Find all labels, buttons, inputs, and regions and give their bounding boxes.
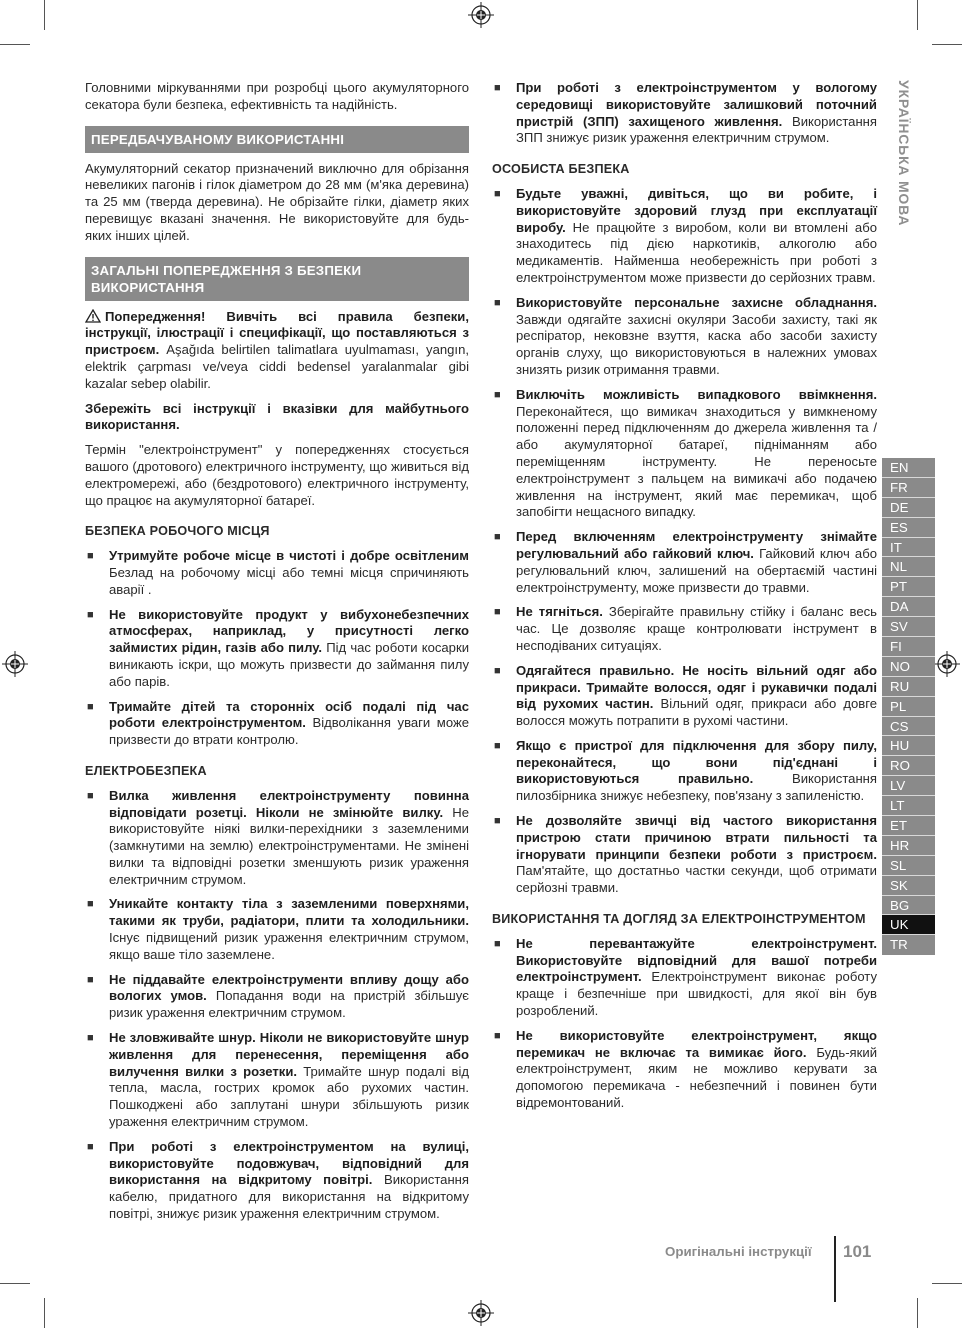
list-item: ■ Не зловживайте шнур. Ніколи не використовуйте шнур живлення для перенесення, переміщення або вилучення вилки з розетки. Тримайте шнур подалі від тепла, масла, гострих кромок або рухомих частин. Пошкоджені або заплутані шнури збільшують ризик ураження електричним струмом.	[87, 1030, 470, 1130]
list-item: ■ Не дозволяйте звичці від частого використання пристрою стати причиною втрати пильності та ігнорувати принципи безпеки роботи з пристроєм. Пам'ятайте, що достатньо частки секунди, щоб отримати серйозні травми.	[494, 813, 877, 896]
right-column	[492, 80, 877, 1120]
bullet-square-icon: ■	[494, 739, 501, 752]
bullet-square-icon: ■	[494, 388, 501, 401]
term-paragraph: Термін "електроінструмент" у попередженнях стосується вашого (дротового) електричного інструменту, що живиться від електромережі, або (бездротового) електричного інструменту, що працює на акумуляторної батареї.	[85, 442, 469, 508]
section-heading-intended-use: ПЕРЕДБАЧУВАНОМУ ВИКОРИСТАННІ	[85, 126, 469, 153]
bullet-square-icon: ■	[494, 531, 501, 544]
list-item: ■ При роботі з електроінструментом у вологому середовищі використовуйте залишковий поточний пристрій (ЗПП) захищеного живлення. Використання ЗПП знижує ризик ураження електричним струмом.	[494, 80, 877, 146]
language-tab-lv[interactable]: LV	[882, 776, 935, 796]
footer-label: Оригінальні інструкції	[665, 1244, 812, 1259]
language-tab-no[interactable]: NO	[882, 657, 935, 677]
footer-divider	[834, 1236, 836, 1302]
save-instructions	[85, 401, 469, 435]
crop-mark	[0, 44, 30, 45]
warning-triangle-icon	[85, 309, 101, 323]
list-item: ■ Не тягніться. Зберігайте правильну стійку і баланс весь час. Це дозволяє краще контролювати інструмент в несподіваних ситуаціях.	[494, 604, 877, 653]
list-item: ■ При роботі з електроінструментом на вулиці, використовуйте подовжувач, відповідний для використання на відкритому повітрі. Використання кабелю, придатного для використання на відкритому повітрі, знижує ризик ураження електричним струмом.	[87, 1138, 470, 1222]
list-item: ■ Виключіть можливість випадкового ввімкнення. Переконайтеся, що вимикач знаходиться у вимкненому положенні перед підключенням до джерела живлення та / або акумуляторної батареї, підніманням або переміщенням інструменту. Не переносьте електроінструмент з пальцем на вимикачі або подачею живлення на інструмент, який має перемикач, щоб запобігти нещасного випадку.	[494, 386, 877, 520]
crop-mark	[917, 0, 918, 30]
bullet-square-icon: ■	[494, 1029, 501, 1042]
list-item: ■ Одягайтеся правильно. Не носіть вільний одяг або прикраси. Тримайте волосся, одяг і рукавички подалі від рухомих частин. Вільний одяг, прикраси або довге волосся можуть потрапити в рухомі частини.	[494, 662, 878, 729]
section-heading-general-warnings: ЗАГАЛЬНІ ПОПЕРЕДЖЕННЯ З БЕЗПЕКИ ВИКОРИСТАННЯ	[85, 257, 469, 301]
language-tab-sl[interactable]: SL	[882, 856, 935, 876]
subheading-electrical-safety: ЕЛЕКТРОБЕЗПЕКА	[85, 763, 207, 778]
bullet-square-icon: ■	[494, 937, 501, 950]
list-item: ■ Уникайте контакту тіла з заземленими поверхнями, такими як труби, радіатори, плити та холодильники. Існує підвищений ризик ураження електричним струмом, якщо ваше тіло заземлене.	[87, 896, 469, 962]
list-item: ■ Використовуйте персональне захисне обладнання. Завжди одягайте захисні окуляри Засоби захисту, такі як респіратор, нековзне взуття, каска або засоби захисту органів слуху, що використовуються в належних умовах знизять ризик отримання травми.	[494, 294, 877, 377]
language-tab-cs[interactable]: CS	[882, 717, 935, 737]
crop-mark	[932, 44, 962, 45]
list-item: ■ Не перевантажуйте електроінструмент. Використовуйте відповідний для вашої потреби електроінструмент. Електроінструмент виконає роботу краще і безпечніше при швидкості, для якої він був розроблений.	[494, 935, 877, 1019]
language-tab-fi[interactable]: FI	[882, 637, 935, 657]
bullet-square-icon: ■	[87, 550, 94, 563]
intended-use-paragraph: Акумуляторний секатор призначений виключно для обрізання невеликих пагонів і гілок діаметром до 28 мм (м'яка деревина) та 25 мм (тверда деревина). Не обрізайте гілки, діаметр яких перевищує вказані значення. Не використовуйте для будь-яких інших цілей.	[85, 160, 469, 243]
crop-mark	[917, 1298, 918, 1328]
bullet-square-icon: ■	[494, 606, 501, 619]
warning-paragraph	[85, 309, 469, 393]
language-tab-en[interactable]: EN	[882, 458, 935, 478]
language-side-title: УКРАЇНСЬКА МОВА	[896, 80, 912, 227]
language-tab-hr[interactable]: HR	[882, 836, 935, 856]
page-number: 101	[843, 1242, 872, 1261]
language-tab-ru[interactable]: RU	[882, 677, 935, 697]
language-tab-pt[interactable]: PT	[882, 577, 935, 597]
language-tab-sk[interactable]: SK	[882, 876, 935, 896]
language-tab-it[interactable]: IT	[882, 538, 935, 558]
list-item: ■ Тримайте дітей та сторонніх осіб подалі під час роботи електроінструментом. Відволікання уваги може призвести до втрати контролю.	[87, 698, 469, 748]
bullet-square-icon: ■	[87, 789, 94, 802]
crop-mark	[932, 1283, 962, 1284]
subheading-work-area-safety: БЕЗПЕКА РОБОЧОГО МІСЦЯ	[85, 524, 270, 539]
registration-mark-icon	[934, 651, 960, 677]
list-item: ■ Будьте уважні, дивіться, що ви робите, і використовуйте здоровий глузд при експлуатації виробу. Не працюйте з виробом, коли ви втомлені або знаходитесь під дією наркотиків, алкоголю або медикаментів. Найменша необережність при роботі з електроінструментом може призвести до серйозних травм.	[494, 185, 877, 285]
language-tab-list	[882, 458, 935, 955]
registration-mark-icon	[2, 651, 28, 677]
language-tab-uk[interactable]: UK	[882, 915, 935, 935]
language-tab-pl[interactable]: PL	[882, 697, 935, 717]
bullet-square-icon: ■	[494, 296, 501, 309]
language-tab-tr[interactable]: TR	[890, 937, 908, 953]
language-tab-bg[interactable]: BG	[882, 896, 935, 916]
bullet-square-icon: ■	[494, 815, 501, 828]
bullet-square-icon: ■	[87, 973, 94, 986]
language-tab-hu[interactable]: HU	[882, 736, 935, 756]
list-item: ■ Не використовуйте електроінструмент, якщо перемикач не включає та вимикає його. Будь-який електроінструмент, яким не можливо керувати за допомогою перемикача - небезпечний і повинен бути відремонтований.	[494, 1027, 878, 1111]
subheading-personal-safety: ОСОБИСТА БЕЗПЕКА	[492, 162, 630, 177]
language-tab-es[interactable]: ES	[882, 518, 935, 538]
list-item: ■ Не піддавайте електроінструменти впливу дощу або вологих умов. Попадання води на пристрій збільшує ризик ураження електричним струмом.	[87, 971, 469, 1021]
bullet-square-icon: ■	[494, 82, 501, 94]
bullet-square-icon: ■	[87, 898, 94, 911]
crop-mark	[0, 1283, 30, 1284]
crop-mark	[44, 0, 45, 30]
language-tab-fr[interactable]: FR	[882, 478, 935, 498]
warning-bold-text: Попередження! Вивчіть всі правила безпеки, інструкції, ілюстрації і специфікації, що поставляються з пристроєм.	[85, 308, 469, 358]
bullet-square-icon: ■	[494, 187, 501, 200]
language-tab-sv[interactable]: SV	[882, 617, 935, 637]
bullet-square-icon: ■	[87, 700, 94, 713]
bullet-square-icon: ■	[87, 608, 94, 621]
language-tab-ro[interactable]: RO	[882, 756, 935, 776]
language-tab-et[interactable]: ET	[882, 816, 935, 836]
language-tab-de[interactable]: DE	[882, 498, 935, 518]
list-item: ■ Не використовуйте продукт у вибухонебезпечних атмосферах, наприклад, у присутності легко займистих рідин, газів або пилу. Під час роботи косарки виникають іскри, що можуть призвести до займання пилу або парів.	[87, 606, 470, 689]
list-item: ■ Якщо є пристрої для підключення для збору пилу, переконайтеся, що вони під'єднані і використовуються правильно. Використання пилозбірника знижує небезпеку, пов'язану з запиленістю.	[494, 737, 877, 804]
save-instructions-text: Збережіть всі інструкції і вказівки для майбутнього використання.	[85, 400, 469, 433]
warning-text: Aşağıda belirtilen talimatlara uyulmaması, yangın, elektrik çarpması ve/veya ciddi bedensel yaralanmalar gibi kazalar sebep olabilir.	[85, 342, 469, 391]
list-item: ■ Вилка живлення електроінструменту повинна відповідати розетці. Ніколи не змінюйте вилку. Не використовуйте ніякі вилки-перехідники з заземленими (замкнутими на землю) електроінструментами. Не змінені вилки та відповідні розетки зменшують ризик ураження електричним струмом.	[87, 787, 469, 887]
list-item: ■ Перед включенням електроінструменту знімайте регулювальний або гайковий ключ. Гайковий ключ або регулювальний ключ, залишений на обертаємій частині електроінструменту, може призвести до травми.	[494, 529, 877, 595]
registration-mark-icon	[468, 1300, 494, 1326]
registration-mark-icon	[468, 2, 494, 28]
language-tab-nl[interactable]: NL	[882, 557, 935, 577]
crop-mark	[44, 1298, 45, 1328]
list-item: ■ Утримуйте робоче місце в чистоті і добре освітленим Безлад на робочому місці або темні місця спричиняють аварії .	[87, 548, 469, 597]
language-tab-da[interactable]: DA	[882, 597, 935, 617]
subheading-use-and-care: ВИКОРИСТАННЯ ТА ДОГЛЯД ЗА ЕЛЕКТРОІНСТРУМЕНТОМ	[492, 912, 866, 927]
left-column	[85, 80, 469, 1231]
intro-paragraph: Головними міркуваннями при розробці цього акумуляторного секатора були безпека, ефективність та надійність.	[85, 80, 469, 112]
bullet-square-icon: ■	[87, 1032, 94, 1045]
bullet-square-icon: ■	[494, 664, 501, 677]
language-tab-lt[interactable]: LT	[882, 796, 935, 816]
bullet-square-icon: ■	[87, 1140, 94, 1153]
